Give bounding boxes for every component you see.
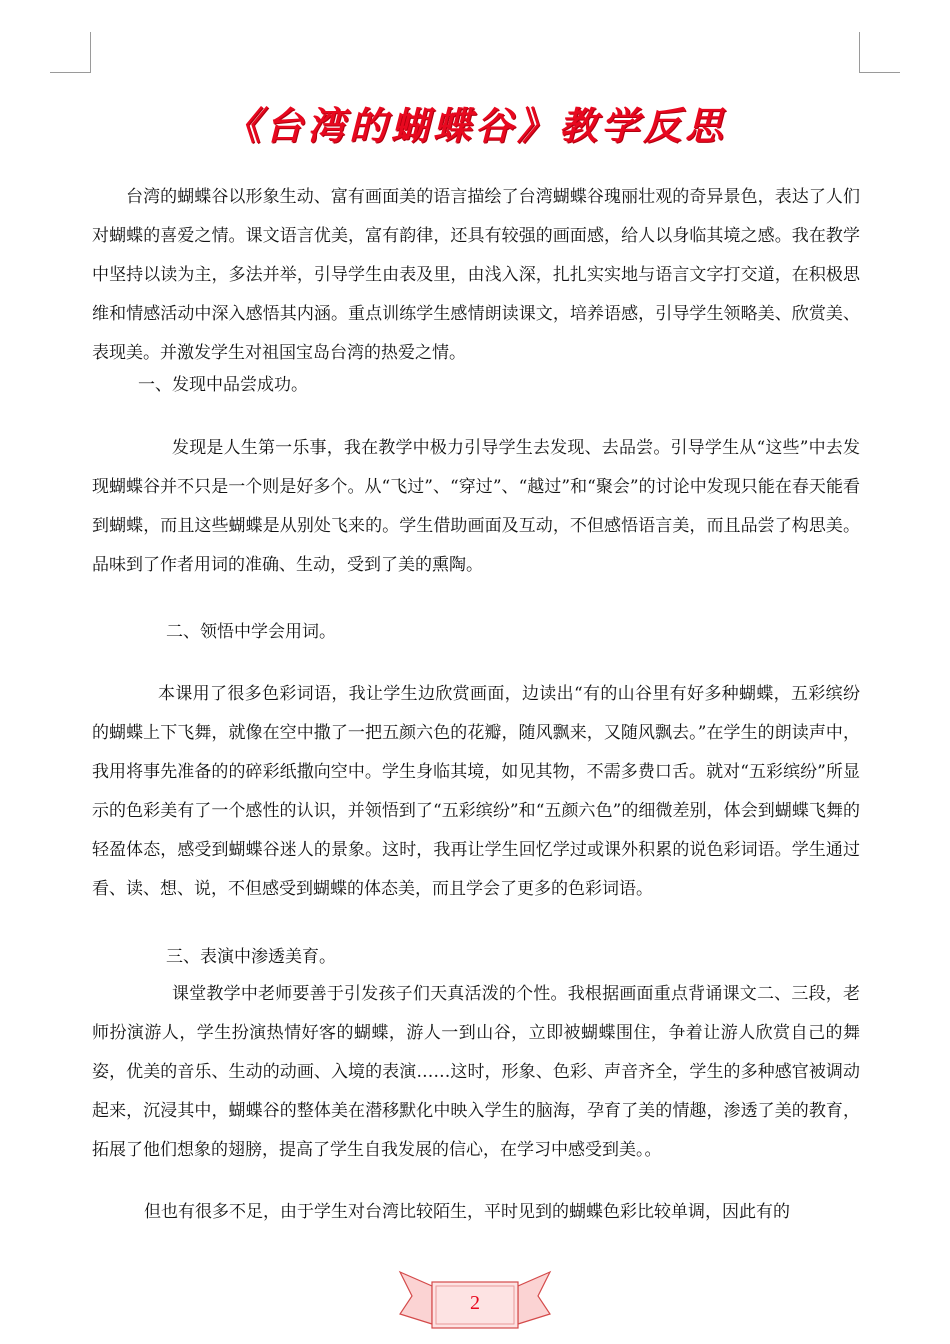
corner-mark-top-right	[859, 32, 900, 73]
section-1-paragraph: 发现是人生第一乐事，我在教学中极力引导学生去发现、去品尝。引导学生从“这些”中去发现蝴蝶谷并不只是一个则是好多个。从“飞过”、“穿过”、“越过”和“聚会”的讨论中发现只能在春天能看到蝴蝶，而且这些蝴蝶是从别处飞来的。学生借助画面及互动，不但感悟语言美，而且品尝了构思美。品味到了作者用词的准确、生动，受到了美的熏陶。	[92, 438, 860, 575]
intro-paragraph: 台湾的蝴蝶谷以形象生动、富有画面美的语言描绘了台湾蝴蝶谷瑰丽壮观的奇异景色，表达了人们对蝴蝶的喜爱之情。课文语言优美，富有韵律，还具有较强的画面感，给人以身临其境之感。我在教学中坚持以读为主，多法并举，引导学生由表及里，由浅入深，扎扎实实地与语言文字打交道，在积极思维和情感活动中深入感悟其内涵。重点训练学生感情朗读课文，培养语感，引导学生领略美、欣赏美、表现美。并激发学生对祖国宝岛台湾的热爱之情。	[92, 187, 860, 363]
closing-paragraph: 但也有很多不足，由于学生对台湾比较陌生，平时见到的蝴蝶色彩比较单调，因此有的	[144, 1202, 790, 1222]
page-number: 2	[470, 1292, 480, 1314]
section-3-paragraph: 课堂教学中老师要善于引发孩子们天真活泼的个性。我根据画面重点背诵课文二、三段，老师扮演游人，学生扮演热情好客的蝴蝶，游人一到山谷，立即被蝴蝶围住，争着让游人欣赏自己的舞姿，优美的音乐、生动的动画、入境的表演……这时，形象、色彩、声音齐全，学生的多种感官被调动起来，沉浸其中，蝴蝶谷的整体美在潜移默化中映入学生的脑海，孕育了美的情趣，渗透了美的教育，拓展了他们想象的翅膀，提高了学生自我发展的信心，在学习中感受到美。。	[92, 984, 860, 1160]
section-heading-3: 三、表演中渗透美育。	[166, 947, 336, 967]
corner-mark-top-left	[50, 32, 91, 73]
document-title: 《台湾的蝴蝶谷》教学反思	[222, 103, 727, 148]
section-heading-1: 一、发现中品尝成功。	[138, 375, 308, 395]
section-2-paragraph: 本课用了很多色彩词语，我让学生边欣赏画面，边读出“有的山谷里有好多种蝴蝶，五彩缤纷的蝴蝶上下飞舞，就像在空中撒了一把五颜六色的花瓣，随风飘来，又随风飘去。”在学生的朗读声中，我用将事先准备的的碎彩纸撒向空中。学生身临其境，如见其物，不需多费口舌。就对“五彩缤纷”所显示的色彩美有了一个感性的认识，并领悟到了“五彩缤纷”和“五颜六色”的细微差别，体会到蝴蝶飞舞的轻盈体态，感受到蝴蝶谷迷人的景象。这时，我再让学生回忆学过或课外积累的说色彩词语。学生通过看、读、想、说，不但感受到蝴蝶的体态美，而且学会了更多的色彩词语。	[92, 684, 860, 899]
page-number-badge	[392, 1262, 558, 1338]
section-heading-2: 二、领悟中学会用词。	[166, 622, 336, 642]
